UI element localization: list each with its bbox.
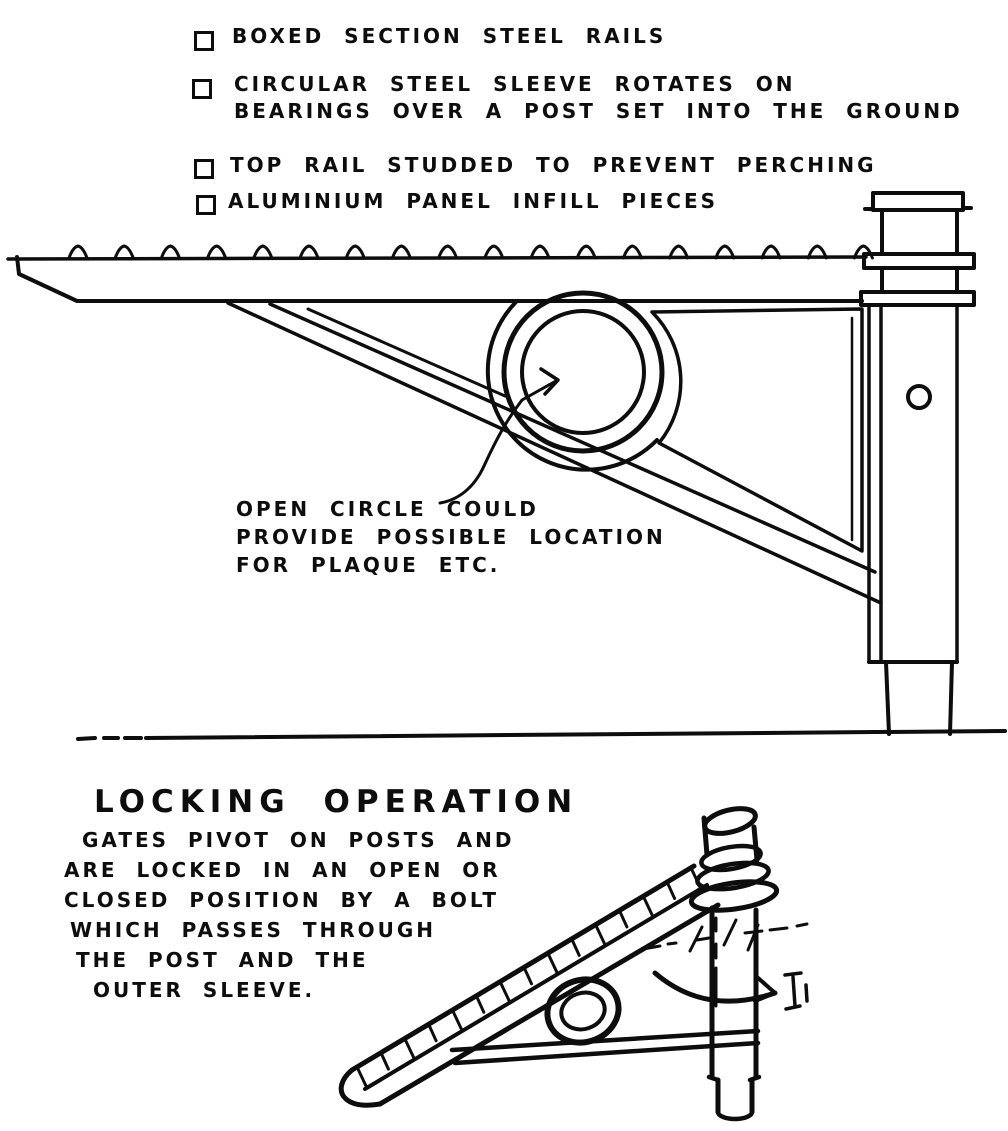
- iso-cap-top: [702, 804, 758, 838]
- post-collar-upper: [864, 254, 974, 268]
- bullet-label-sleeve-2: BEARINGS OVER A POST SET INTO THE GROUND: [234, 99, 963, 123]
- checkbox-icon: [194, 31, 214, 51]
- iso-post: [690, 804, 779, 1119]
- post: [861, 193, 974, 734]
- locking-body-line: THE POST AND THE: [76, 948, 369, 972]
- sleeve-cradle-arc: [488, 302, 657, 470]
- post-neck: [882, 210, 957, 254]
- iso-washer-large: [690, 877, 779, 915]
- checkbox-icon: [194, 159, 214, 179]
- bullet-label-studded: TOP RAIL STUDDED TO PREVENT PERCHING: [230, 153, 877, 177]
- post-neck-2: [882, 268, 957, 292]
- plaque-note-line-2: PROVIDE POSSIBLE LOCATION: [236, 525, 666, 549]
- sleeve-outer-ring: [504, 293, 662, 451]
- post-body: [869, 305, 957, 662]
- iso-post-base-sides: [718, 1080, 752, 1112]
- rail-top-line: [8, 257, 866, 259]
- iso-bolt-pin: [785, 973, 807, 1009]
- sleeve-inner-ring: [522, 311, 644, 433]
- iso-post-base-bottom: [718, 1112, 752, 1119]
- post-collar-lower: [861, 292, 974, 305]
- ground-line: [146, 731, 1005, 738]
- plaque-leader-line: [440, 381, 556, 503]
- bullet-label-panel: ALUMINIUM PANEL INFILL PIECES: [228, 189, 719, 213]
- rail-bottom-line: [17, 257, 862, 301]
- locking-body-line: WHICH PASSES THROUGH: [70, 918, 437, 942]
- locking-title: LOCKING OPERATION: [94, 784, 579, 820]
- checkbox-icon: [192, 79, 212, 99]
- plaque-note-line-1: OPEN CIRCLE COULD: [236, 497, 539, 521]
- ground-line-dashes: [78, 738, 141, 739]
- locking-body-line: OUTER SLEEVE.: [93, 978, 316, 1002]
- post-bolt-hole: [908, 386, 930, 408]
- plaque-note-line-3: FOR PLAQUE ETC.: [236, 553, 501, 577]
- iso-bolt-cross-ticks: [690, 920, 758, 951]
- locking-body-line: GATES PIVOT ON POSTS AND: [82, 828, 515, 852]
- bullet-label-sleeve: CIRCULAR STEEL SLEEVE ROTATES ON: [234, 72, 796, 96]
- post-base: [886, 662, 952, 734]
- bullet-label-rails: BOXED SECTION STEEL RAILS: [232, 24, 667, 48]
- panel-infill-outline: [652, 309, 862, 551]
- checkbox-icon: [196, 195, 216, 215]
- iso-bolt-dashes: [643, 918, 807, 1006]
- locking-body-line: ARE LOCKED IN AN OPEN OR: [64, 858, 501, 882]
- post-cap: [873, 193, 963, 210]
- plaque-arrow-head: [541, 369, 558, 394]
- elevation-figure: [8, 193, 1005, 739]
- locking-body-line: CLOSED POSITION BY A BOLT: [64, 888, 499, 912]
